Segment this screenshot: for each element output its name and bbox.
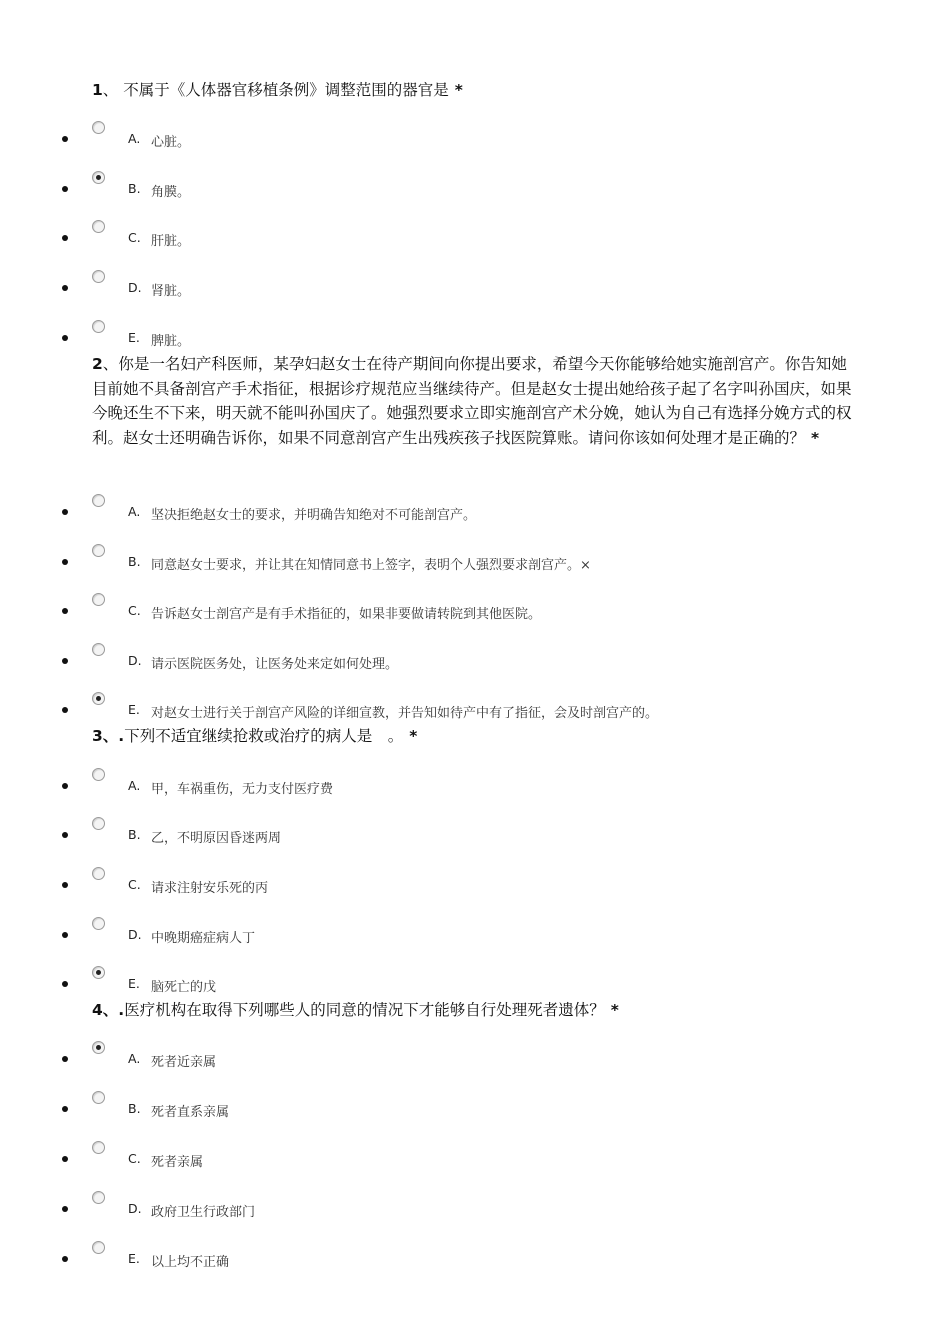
option-3d[interactable]	[0, 917, 950, 947]
option-text: 同意赵女士要求，并让其在知情同意书上签字，表明个人强烈要求剖宫产。×	[151, 558, 591, 573]
bullet-icon	[62, 186, 68, 192]
option-3c[interactable]	[0, 867, 950, 897]
bullet-icon	[62, 783, 68, 789]
radio-button[interactable]	[92, 220, 105, 233]
question-number-separator: 、	[102, 81, 119, 99]
option-letter: B.	[128, 827, 141, 842]
question-text: 你是一名妇产科医师，某孕妇赵女士在待产期间向你提出要求，希望今天你能够给她实施剖宫产。你告知她目前她不具备剖宫产手术指征，根据诊疗规范应当继续待产。但是赵女士提出她给孩子起了名字叫孙国庆，如果今晚还生不下来，明天就不能叫孙国庆了。她强烈要求立即实施剖宫产术分娩，她认为自己有选择分娩方式的权利。赵女士还明确告诉你，如果不同意剖宫产生出残疾孩子找医院算账。请问你该如何处理才是正确的？	[92, 355, 852, 447]
radio-button[interactable]	[92, 121, 105, 134]
option-1a[interactable]	[0, 121, 950, 151]
option-2a[interactable]	[0, 494, 950, 524]
question-number: 3	[92, 727, 103, 745]
option-letter: C.	[128, 230, 141, 245]
question-2-title	[92, 352, 852, 450]
option-4e[interactable]	[0, 1241, 950, 1271]
option-text: 心脏。	[151, 135, 191, 150]
required-marker: *	[409, 727, 418, 745]
option-text: 请求注射安乐死的丙	[151, 881, 269, 896]
radio-button[interactable]	[92, 817, 105, 830]
option-2d[interactable]	[0, 643, 950, 673]
radio-button[interactable]	[92, 1191, 105, 1204]
radio-button[interactable]	[92, 643, 105, 656]
option-letter: C.	[128, 603, 141, 618]
option-1b[interactable]	[0, 171, 950, 201]
option-text: 死者亲属	[151, 1155, 204, 1170]
radio-button[interactable]	[92, 320, 105, 333]
bullet-icon	[62, 1256, 68, 1262]
option-text: 请示医院医务处，让医务处来定如何处理。	[151, 657, 399, 672]
option-2c[interactable]	[0, 593, 950, 623]
option-text: 肝脏。	[151, 234, 191, 249]
option-text: 死者直系亲属	[151, 1105, 230, 1120]
option-1d[interactable]	[0, 270, 950, 300]
question-4-title	[92, 998, 852, 1023]
bullet-icon	[62, 981, 68, 987]
option-letter: A.	[128, 1051, 141, 1066]
bullet-icon	[62, 707, 68, 713]
option-letter: A.	[128, 131, 141, 146]
bullet-icon	[62, 509, 68, 515]
option-2e[interactable]	[0, 692, 950, 722]
option-text: 中晚期癌症病人丁	[151, 931, 256, 946]
option-text: 政府卫生行政部门	[151, 1205, 256, 1220]
required-marker: *	[811, 428, 820, 447]
option-letter: B.	[128, 181, 141, 196]
bullet-icon	[62, 1056, 68, 1062]
bullet-icon	[62, 932, 68, 938]
option-3b[interactable]	[0, 817, 950, 847]
question-number: 2	[92, 355, 103, 373]
radio-button[interactable]	[92, 171, 105, 184]
radio-button[interactable]	[92, 1141, 105, 1154]
question-3-title	[92, 724, 852, 749]
required-marker: *	[610, 1001, 619, 1019]
option-4c[interactable]	[0, 1141, 950, 1171]
option-3e[interactable]	[0, 966, 950, 996]
option-4b[interactable]	[0, 1091, 950, 1121]
question-1-title	[92, 78, 852, 103]
bullet-icon	[62, 882, 68, 888]
option-letter: D.	[128, 1201, 142, 1216]
option-1e[interactable]	[0, 320, 950, 350]
option-text: 死者近亲属	[151, 1055, 217, 1070]
option-text: 对赵女士进行关于剖宫产风险的详细宣教，并告知如待产中有了指征，会及时剖宫产的。	[151, 706, 659, 721]
question-number: 4	[92, 1001, 103, 1019]
radio-button[interactable]	[92, 494, 105, 507]
bullet-icon	[62, 832, 68, 838]
option-1c[interactable]	[0, 220, 950, 250]
option-3a[interactable]	[0, 768, 950, 798]
option-text: 脾脏。	[151, 334, 191, 349]
question-number-separator: 、.	[102, 727, 125, 745]
option-text: 乙，不明原因昏迷两周	[151, 831, 282, 846]
option-letter: D.	[128, 653, 142, 668]
option-text: 脑死亡的戊	[151, 980, 217, 995]
option-4d[interactable]	[0, 1191, 950, 1221]
radio-button[interactable]	[92, 692, 105, 705]
bullet-icon	[62, 285, 68, 291]
bullet-icon	[62, 235, 68, 241]
bullet-icon	[62, 136, 68, 142]
question-number-separator: 、	[102, 355, 119, 373]
option-text: 肾脏。	[151, 284, 191, 299]
option-letter: C.	[128, 1151, 141, 1166]
radio-button[interactable]	[92, 544, 105, 557]
option-letter: B.	[128, 554, 141, 569]
option-letter: E.	[128, 330, 140, 345]
required-marker: *	[454, 81, 463, 99]
radio-button[interactable]	[92, 270, 105, 283]
radio-button[interactable]	[92, 593, 105, 606]
bullet-icon	[62, 559, 68, 565]
bullet-icon	[62, 1156, 68, 1162]
radio-button[interactable]	[92, 1091, 105, 1104]
option-text: 角膜。	[151, 185, 191, 200]
question-text: 医疗机构在取得下列哪些人的同意的情况下才能够自行处理死者遗体？	[124, 1001, 605, 1019]
option-letter: A.	[128, 778, 141, 793]
option-letter: D.	[128, 927, 142, 942]
option-text: 甲，车祸重伤，无力支付医疗费	[151, 782, 334, 797]
option-letter: A.	[128, 504, 141, 519]
question-text: 不属于《人体器官移植条例》调整范围的器官是	[118, 81, 449, 99]
radio-button[interactable]	[92, 966, 105, 979]
option-4a[interactable]	[0, 1041, 950, 1071]
option-text: 告诉赵女士剖宫产是有手术指征的，如果非要做请转院到其他医院。	[151, 607, 542, 622]
bullet-icon	[62, 608, 68, 614]
option-letter: E.	[128, 1251, 140, 1266]
bullet-icon	[62, 1106, 68, 1112]
radio-button[interactable]	[92, 1241, 105, 1254]
option-letter: B.	[128, 1101, 141, 1116]
option-letter: E.	[128, 702, 140, 717]
option-text: 以上均不正确	[151, 1255, 230, 1270]
option-letter: E.	[128, 976, 140, 991]
question-number-separator: 、.	[102, 1001, 125, 1019]
bullet-icon	[62, 1206, 68, 1212]
bullet-icon	[62, 335, 68, 341]
option-text: 坚决拒绝赵女士的要求，并明确告知绝对不可能剖宫产。	[151, 508, 477, 523]
radio-button[interactable]	[92, 1041, 105, 1054]
radio-button[interactable]	[92, 867, 105, 880]
question-number: 1	[92, 81, 103, 99]
bullet-icon	[62, 658, 68, 664]
radio-button[interactable]	[92, 768, 105, 781]
option-2b[interactable]	[0, 544, 950, 574]
option-letter: D.	[128, 280, 142, 295]
question-text: 下列不适宜继续抢救或治疗的病人是 。	[124, 727, 404, 745]
option-letter: C.	[128, 877, 141, 892]
radio-button[interactable]	[92, 917, 105, 930]
